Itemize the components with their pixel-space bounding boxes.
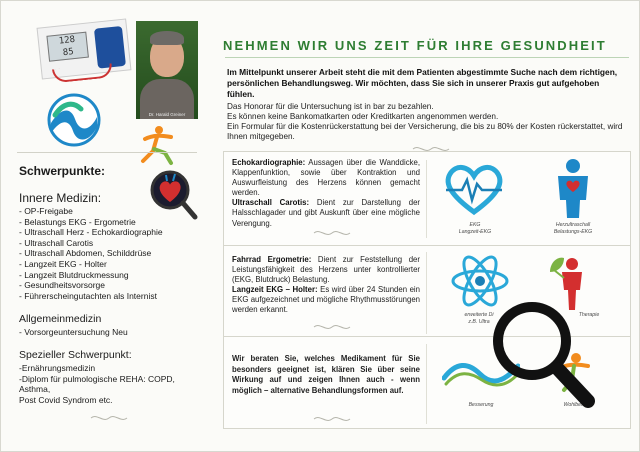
- runner-icon: [135, 123, 179, 167]
- list-item: Post Covid Syndrom etc.: [19, 394, 113, 405]
- list-item: - Langzeit EKG - Holter: [19, 258, 107, 269]
- magnifier-icon[interactable]: [488, 297, 598, 412]
- therapie-caption: Therapie: [578, 312, 600, 318]
- spezieller-schwerpunkt-list: [19, 363, 207, 405]
- page-title: NEHMEN WIR UNS ZEIT FÜR IHRE GESUNDHEIT: [223, 38, 607, 53]
- fahrrad-label: Fahrrad Ergometrie:: [232, 255, 312, 264]
- wohlbefinden-caption: Wohlbefin: [563, 402, 587, 408]
- intro-payment: Das Honorar für die Untersuchung ist in bar zu bezahlen.: [227, 102, 434, 111]
- intro-form: Ein Formular für die Kostenrückerstattung bei der Versicherung, die bis zu 80% der Kosten rückerstattet, wird Ihnen mitgegeben.: [227, 122, 623, 142]
- list-item: - Gesundheitsvorsorge: [19, 280, 105, 291]
- swirl-ornament-icon: [312, 228, 352, 238]
- holter-label: Langzeit EKG – Holter:: [232, 285, 318, 295]
- besserung-caption: Besserung: [468, 402, 494, 408]
- list-item: -Ernährungsmedizin: [19, 363, 96, 373]
- left-column: [7, 11, 207, 443]
- doctor-portrait: [136, 21, 198, 119]
- person-heart-icon: [550, 158, 596, 220]
- portrait-caption: Dr. Harald Greiner: [148, 112, 186, 117]
- section-echo-carotis: Echokardiographie: Aussagen über die Wanddicke, Klappenfunktion, sowie über Kontraktion und Auswurfleistung des Herzens können gemacht werden. Ultraschall Carotis: Dient zur Darstellung der Halsschlagader und gibt Auskunft über eine mögliche Verengung.: [232, 158, 421, 228]
- list-item: - Vorsorgeuntersuchung Neu: [19, 327, 128, 337]
- herzultraschall-caption: Herzultraschall Belastungs-EKG: [553, 222, 593, 235]
- ekg-caption: EKG Langzeit-EKG: [458, 222, 492, 235]
- list-item: - Ultraschall Carotis: [19, 237, 94, 248]
- swirl-ornament-icon: [89, 413, 129, 423]
- list-item: - Führerscheingutachten als Internist: [19, 290, 157, 301]
- allgemeinmedizin-heading: Allgemeinmedizin: [19, 313, 102, 325]
- section-beratung: Wir beraten Sie, welches Medikament für Sie besonders geeignet ist, klären Sie über seine Wirkung auf und zeigen Ihnen auch - wenn möglich – alternative Behandlungsformen auf.: [232, 354, 420, 395]
- swirl-ornament-icon: [312, 414, 352, 424]
- erweiterte-caption: erweiterte Di z.B. Ultra: [464, 312, 494, 325]
- innere-medizin-list: [19, 206, 163, 301]
- list-item: - Langzeit Blutdruckmessung: [19, 269, 129, 280]
- wave-logo-icon: [47, 93, 101, 147]
- divider: [17, 152, 197, 153]
- list-item: -Diplom für pulmologische REHA: COPD, Asthma,: [19, 373, 175, 395]
- intro-cards: Es können keine Bankomatkarten oder Kreditkarten angenommen werden.: [227, 112, 499, 121]
- device-screen: 128 85: [46, 32, 88, 62]
- intro-statement: Im Mittelpunkt unserer Arbeit steht die mit dem Patienten abgestimmte Suche nach dem richtigen, persönlichen Behandlungsweg. Wir möchten, dass Sie sich in unserer Praxis gut aufgehoben fühlen.: [227, 67, 618, 99]
- tube: [52, 63, 113, 83]
- allgemeinmedizin-list: [19, 327, 128, 338]
- innere-medizin-heading: Innere Medizin:: [19, 191, 102, 205]
- title-underline: [225, 57, 629, 58]
- echo-label: Echokardiographie:: [232, 158, 306, 167]
- blood-pressure-monitor-image: [37, 18, 132, 79]
- list-item: - OP-Freigabe: [19, 206, 73, 216]
- section-ergometrie-holter: Fahrrad Ergometrie: Dient zur Feststellung der Leistungsfähigkeit des Herzens unter kontrollierter (EKG, Blutdruck) Belastung. Langzeit EKG – Holter: Es wird über 24 Stunden ein EKG aufgezeichnet und mögliche Rhythmusstörungen werden erkannt.: [232, 255, 420, 315]
- list-item: - Belastungs EKG - Ergometrie: [19, 216, 136, 227]
- schwerpunkte-heading: Schwerpunkte:: [19, 164, 106, 178]
- list-item: - Ultraschall Abdomen, Schilddrüse: [19, 248, 152, 259]
- heart-ekg-icon: [442, 162, 506, 216]
- spezieller-schwerpunkt-heading: Spezieller Schwerpunkt:: [19, 349, 132, 361]
- cuff: [94, 26, 126, 69]
- swirl-ornament-icon: [312, 322, 352, 332]
- list-item: - Ultraschall Herz - Echokardiographie: [19, 227, 163, 238]
- carotis-label: Ultraschall Carotis:: [232, 198, 310, 208]
